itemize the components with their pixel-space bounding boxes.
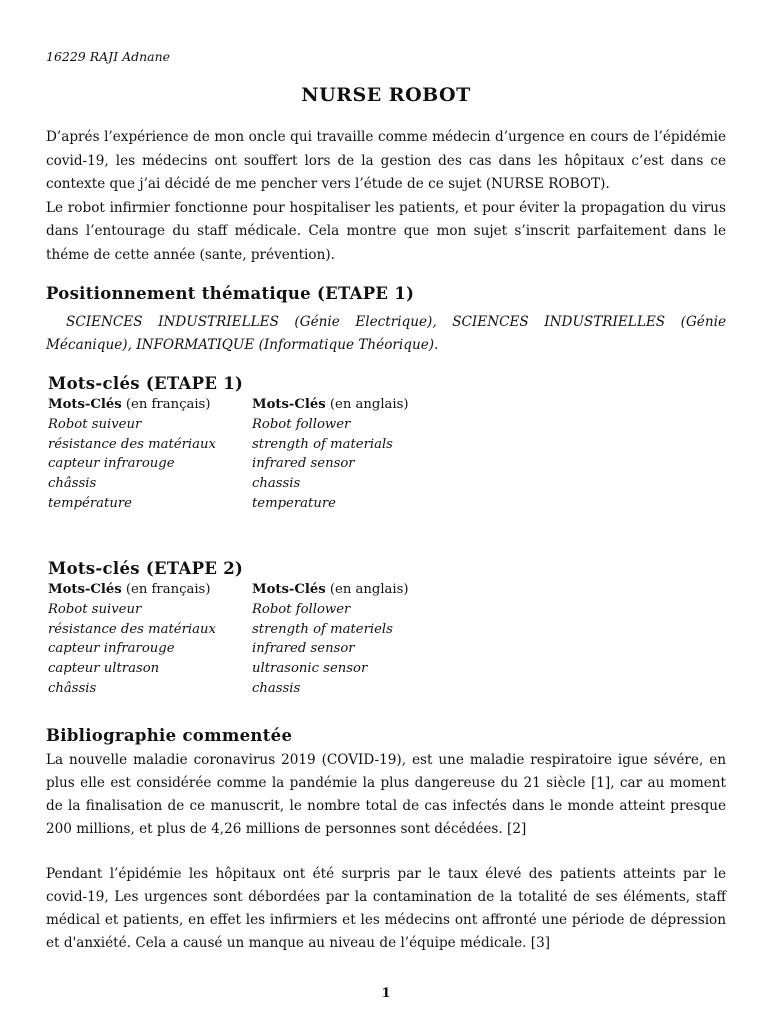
intro-paragraph-1: D’aprés l’expérience de mon oncle qui travaille comme médecin d’urgence en cours de l’épidémie covid-19, les médecins ont souffert lors de la gestion des cas dans les hôpitaux c’est dans ce contexte que j’ai décidé de me pencher vers l’étude de ce sujet (NURSE ROBOT). <box>46 129 726 192</box>
bibliography-heading: Bibliographie commentée <box>46 726 293 745</box>
column-header-language: (en anglais) <box>325 582 409 597</box>
keyword-item: capteur ultrason <box>48 661 160 677</box>
keywords-step2-heading: Mots-clés (ETAPE 2) <box>48 559 244 578</box>
keyword-item: Robot suiveur <box>48 417 142 432</box>
column-header-label: Mots-Clés <box>252 582 326 597</box>
column-header <box>48 580 252 600</box>
keyword-item: ultrasonic sensor <box>252 661 368 677</box>
keyword-item: temperature <box>252 495 336 511</box>
keywords-step1-en-column <box>252 395 456 514</box>
keywords-step1-section <box>48 374 708 514</box>
keyword-item: résistance des matériaux <box>48 436 216 452</box>
keyword-item: Robot suiveur <box>48 602 142 617</box>
keywords-step2-en-column <box>252 580 456 699</box>
keyword-item: strength of materials <box>252 436 393 452</box>
column-header-language: (en anglais) <box>325 397 409 412</box>
keyword-item: chassis <box>252 680 301 696</box>
keyword-item: infrared sensor <box>252 641 355 657</box>
bibliography-section <box>46 749 726 977</box>
keyword-item: température <box>48 495 132 511</box>
keywords-step2-section <box>48 559 708 699</box>
document-title: NURSE ROBOT <box>301 84 471 106</box>
column-header-label: Mots-Clés <box>48 582 122 597</box>
keyword-item: châssis <box>48 680 97 696</box>
keyword-item: chassis <box>252 476 301 492</box>
keywords-step2-fr-column <box>48 580 252 699</box>
positioning-text: SCIENCES INDUSTRIELLES (Génie Electrique), SCIENCES INDUSTRIELLES (Génie Mécanique), INFORMATIQUE (Informatique Théorique). <box>46 314 726 353</box>
intro-section <box>46 126 726 267</box>
keywords-step2-table <box>48 580 708 699</box>
column-header-label: Mots-Clés <box>252 397 326 412</box>
column-header <box>252 580 456 600</box>
column-header-language: (en français) <box>121 582 211 597</box>
keywords-step1-table <box>48 395 708 514</box>
keywords-step1-heading: Mots-clés (ETAPE 1) <box>48 374 244 393</box>
intro-paragraph-2: Le robot infirmier fonctionne pour hospitaliser les patients, et pour éviter la propagation du virus dans l’entourage du staff médicale. Cela montre que mon sujet s’inscrit parfaitement dans le théme de cette année (sante, prévention). <box>46 199 726 263</box>
author-line: 16229 RAJI Adnane <box>46 49 171 64</box>
keyword-item: capteur infrarouge <box>48 456 175 472</box>
positioning-heading: Positionnement thématique (ETAPE 1) <box>46 284 415 303</box>
keyword-item: strength of materiels <box>252 621 393 637</box>
bibliography-paragraph-2: Pendant l’épidémie les hôpitaux ont été surpris par le taux élevé des patients atteints par le covid-19, Les urgences sont débordées par la contamination de la totalité de ses éléments, staff médical et patients, en effet les infirmiers et les médecins ont affronté une période de dépression et d'anxiété. Cela a causé un manque au niveau de l’équipe médicale. [3] <box>46 866 726 951</box>
keywords-step1-fr-column <box>48 395 252 514</box>
page-number: 1 <box>381 986 391 1001</box>
column-header-label: Mots-Clés <box>48 397 122 412</box>
bibliography-paragraph-1: La nouvelle maladie coronavirus 2019 (COVID-19), est une maladie respiratoire igue sévére, en plus elle est considérée comme la pandémie la plus dangereuse du 21 siècle [1], car au moment de la finalisation de ce manuscrit, le nombre total de cas infectés dans le monde atteint presque 200 millions, et plus de 4,26 millions de personnes sont décédées. [2] <box>46 752 726 837</box>
keyword-item: capteur infrarouge <box>48 641 175 657</box>
column-header <box>48 395 252 415</box>
column-header <box>252 395 456 415</box>
keyword-item: infrared sensor <box>252 456 355 472</box>
keyword-item: résistance des matériaux <box>48 621 216 637</box>
keyword-item: Robot follower <box>252 602 351 617</box>
column-header-language: (en français) <box>121 397 211 412</box>
keyword-item: Robot follower <box>252 417 351 432</box>
keyword-item: châssis <box>48 476 97 492</box>
